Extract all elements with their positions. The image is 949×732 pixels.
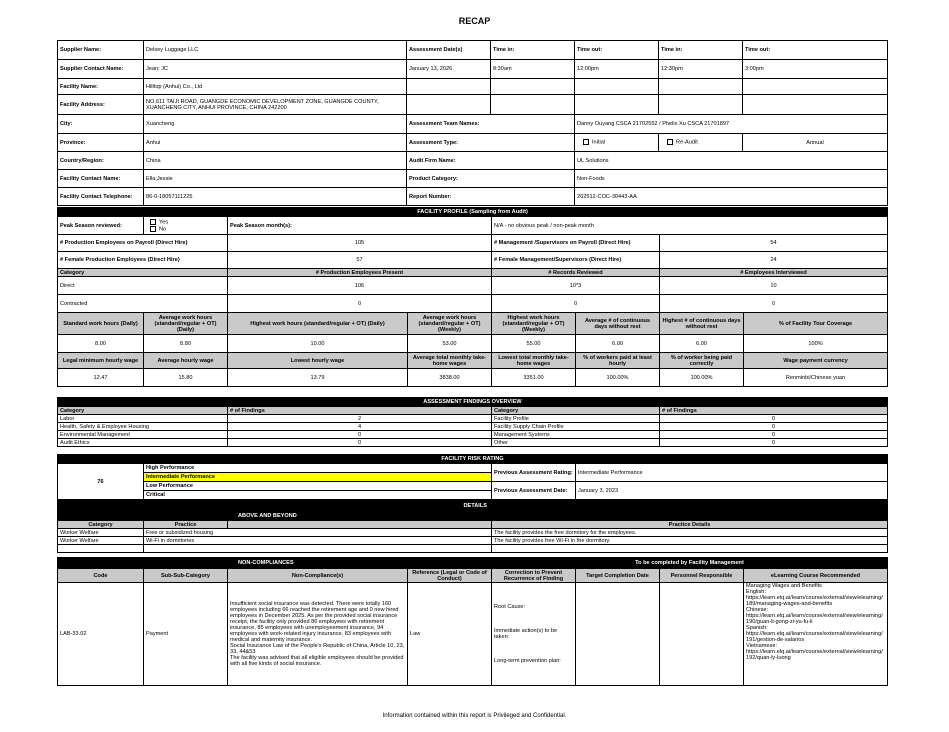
hours-header: Highest # of continuous days without rest [660,313,744,335]
peak-season-label: Peak Season reviewed: [58,217,144,235]
wage-header: Legal minimum hourly wage [58,353,144,369]
finding-category: Facility Profile [492,415,660,423]
nc-subcat: Payment [144,583,228,686]
page-title: RECAP [458,16,491,26]
confidential-footer: Information contained within this report is Privileged and Confidential. [382,713,567,719]
report-number: 202512-COC-30443-AA [575,188,888,206]
checkbox-icon [583,139,589,145]
type-initial-label: Initial [592,139,606,146]
hours-header: % of Facility Tour Coverage [744,313,888,335]
finding-category: Health, Safety & Employee Housing [58,423,228,431]
table-row [58,439,888,447]
hours-header: Highest work hours (standard/regular + OT) (Daily) [228,313,408,335]
finding-count: 0 [660,415,888,423]
country-label: Country/Region: [58,152,144,170]
audit-firm: UL Solutions [575,152,888,170]
above-beyond-header: ABOVE AND BEYOND [228,512,492,521]
findings-col-category: Category [58,407,228,415]
risk-level-high: High Performance [144,464,492,473]
checkbox-icon [150,226,156,232]
wage-value: 12.47 [58,369,144,387]
facility-name: Hilltop (Anhui) Co., Ltd [144,79,407,95]
finding-count: 0 [228,439,492,447]
team-label: Assessment Team Names: [407,115,575,134]
cat-interviewed: 0 [660,295,888,313]
product-category: Non-Foods [575,170,888,188]
assessment-date: January 13, 2026 [407,60,491,79]
cat-interviewed: 10 [660,277,888,295]
wage-header: Wage payment currency [744,353,888,369]
management-label: # Management /Supervisors on Payroll (Direct Hire) [492,235,660,252]
nc-col-subcat: Sub-Sub-Category [144,569,228,583]
type-reaudit-label: Re-Audit [676,139,698,146]
practice-details: The facility provides the free dormitory for the employees. [492,529,888,537]
table-row [58,583,888,686]
details-col-practice: Practice [144,521,228,529]
time-out-2: 3:00pm [743,60,888,79]
wage-header: Lowest total monthly take-home wages [492,353,576,369]
cat-category: Contracted [58,295,228,313]
noncompliance-header: NON-COMPLIANCES [58,558,408,569]
checkbox-icon [667,139,673,145]
facility-address: NO.611 TAIJI ROAD, GUANGDE ECONOMIC DEVELOPMENT ZONE, GUANGDE COUNTY, XUANCHENG CITY, ANHUI PROVINCE, CHINA 242200 [144,95,407,115]
nc-col-correction: Correction to Prevent Recurrence of Finding [492,569,576,583]
table-row [58,529,888,537]
findings-col-category-2: Category [492,407,660,415]
nc-col-noncompliance: Non-Compliance(s) [228,569,408,583]
risk-rating-table [57,454,888,500]
hours-value: 6.00 [660,335,744,353]
wage-value: 3838.00 [408,369,492,387]
wage-value: 15.80 [144,369,228,387]
practice-name: Wi-Fi in dormitories [144,537,492,545]
cat-records: 10*3 [492,277,660,295]
nc-target-date[interactable] [576,583,660,686]
facility-mgmt-header: To be completed by Facility Management [492,558,888,569]
time-in-label-2: Time in: [659,41,743,60]
wage-header: Average total monthly take-home wages [408,353,492,369]
production-employees-label: # Production Employees on Payroll (Direct Hire) [58,235,228,252]
hours-value: 6.00 [576,335,660,353]
practice-category: Worker Welfare [58,529,144,537]
hours-value: 53.00 [408,335,492,353]
finding-count: 4 [228,423,492,431]
facility-profile-header: FACILITY PROFILE (Sampling from Audit) [58,208,888,217]
prev-date-label: Previous Assessment Date: [492,482,576,500]
nc-elearning: Managing Wages and Benefits English: https://learn.elq.ai/learn/course/external/view/elearning/189/managing-wages-and-benefits Chinese: https://learn.elq.ai/learn/course/external/view/elearning/190/guan-li-gong-zi-yu-fu-li Spanish: https://learn.elq.ai/learn/course/external/view/elearning/191/gestion-de-salarios Vietnamese: https://learn.elq.ai/learn/course/external/view/elearning/192/quan-ly-luong [744,583,888,686]
assessment-dates-label: Assessment Date(s) [407,41,491,60]
management: 54 [660,235,888,252]
table-row [58,537,888,545]
wage-value: 13.79 [228,369,408,387]
risk-header: FACILITY RISK RATING [58,455,888,464]
type-reaudit-checkbox[interactable] [659,134,743,152]
time-out-label-2: Time out: [743,41,888,60]
type-initial-checkbox[interactable] [575,134,659,152]
time-in-1: 8:30am [491,60,575,79]
wage-header: Average hourly wage [144,353,228,369]
nc-text: Insufficient social insurance was detected. There were totally 160 employees including 66 reached the retirement age and 0 new hired employees in December 2025. As per the provided social insurance receipt, the facility only provided 86 employees with retirement insurance, 85 employees with unemployeement insurance, 94 employees with work-related injury insurance, 83 employees with medical and maternity insurance. Social Insurance Law of the People's Republic of China, Article 10, 23, 33, 44&53 The facility was advised that all eligible employees should be provided with all five kinds of social insurance. [228,583,408,686]
hours-header: Highest work hours (standard/regular + OT) (Weekly) [492,313,576,335]
audit-firm-label: Audit Firm Name: [407,152,575,170]
cat-header-records: # Records Reviewed [492,269,660,277]
finding-category: Labor [58,415,228,423]
nc-col-code: Code [58,569,144,583]
practice-name: Free or subsidized housing [144,529,492,537]
peak-season-options [144,217,228,235]
finding-count: 0 [660,439,888,447]
cat-present: 0 [228,295,492,313]
nc-personnel[interactable] [660,583,744,686]
female-employees-label: # Female Production Employees (Direct Hire) [58,252,228,269]
hours-header: Average work hours (standard/regular + OT) (Daily) [144,313,228,335]
risk-level-intermediate: Intermediate Performance [144,473,492,482]
details-header: DETAILS [58,501,888,512]
finding-category: Audit Ethics [58,439,228,447]
facility-profile-table [57,207,888,387]
cat-header-interviewed: # Employees Interviewed [660,269,888,277]
practice-details: The facility provides free Wi-Fi in the dormitory. [492,537,888,545]
hours-value: 10.00 [228,335,408,353]
table-row [58,423,888,431]
details-col-category: Category [58,521,144,529]
finding-category: Management Systems [492,431,660,439]
city: Xuancheng [144,115,407,134]
nc-code: LAB-33.02 [58,583,144,686]
finding-count: 0 [228,431,492,439]
risk-level-low: Low Performance [144,482,492,491]
wage-value: Renminbi/Chinese yuan [744,369,888,387]
cat-header-present: # Production Employees Present [228,269,492,277]
time-in-label-1: Time in: [491,41,575,60]
wage-header: Lowest hourly wage [228,353,408,369]
finding-category: Environmental Management [58,431,228,439]
facility-contact: Ella;Jessie [144,170,407,188]
time-in-2: 12:30pm [659,60,743,79]
wage-value: 3351.00 [492,369,576,387]
facility-name-label: Facility Name: [58,79,144,95]
supplier-contact: Jean; JC [144,60,407,79]
wage-header: % of worker being paid correctly [660,353,744,369]
hours-header: Average work hours (standard/regular + OT) (Weekly) [408,313,492,335]
findings-col-count: # of Findings [228,407,492,415]
prev-rating-label: Previous Assessment Rating: [492,464,576,482]
facility-phone-label: Facility Contact Telephone: [58,188,144,206]
supplier-name: Delsey Luggage LLC [144,41,407,60]
supplier-contact-label: Supplier Contact Name: [58,60,144,79]
wage-value: 100.00% [660,369,744,387]
facility-phone: 86-0-18057111225 [144,188,407,206]
cat-category: Direct [58,277,228,295]
facility-contact-label: Facility Contact Name: [58,170,144,188]
hours-header: Standard work hours (Daily) [58,313,144,335]
recap-info-table [57,40,888,206]
nc-correction [492,583,576,686]
wage-value: 100.00% [576,369,660,387]
female-management-label: # Female Management/Supervisors (Direct Hire) [492,252,660,269]
longterm-plan-label: Long-term prevention plan: [494,658,561,664]
city-label: City: [58,115,144,134]
prev-rating: Intermediate Performance [576,464,888,482]
hours-value: 55.00 [492,335,576,353]
peak-months-label: Peak Season month(s): [228,217,492,235]
cat-header-category: Category [58,269,228,277]
table-row [58,431,888,439]
practice-category: Worker Welfare [58,537,144,545]
nc-col-personnel: Personnel Responsible [660,569,744,583]
peak-months: N/A - no obvious peak / non-peak month [492,217,888,235]
nc-col-elearning: eLearning Course Recommended [744,569,888,583]
nc-reference: Law [408,583,492,686]
findings-table [57,397,888,447]
table-row [58,415,888,423]
noncompliance-table [57,557,888,686]
female-management: 24 [660,252,888,269]
nc-col-target-date: Target Completion Date [576,569,660,583]
province-label: Province: [58,134,144,152]
product-category-label: Product Category: [407,170,575,188]
prev-date: January 3, 2023 [576,482,888,500]
supplier-name-label: Supplier Name: [58,41,144,60]
findings-header: ASSESSMENT FINDINGS OVERVIEW [58,398,888,407]
wage-header: % of workers paid at least hourly [576,353,660,369]
province: Anhui [144,134,407,152]
female-employees: 57 [228,252,492,269]
time-out-label-1: Time out: [575,41,659,60]
table-row [58,277,888,295]
cat-records: 0 [492,295,660,313]
finding-category: Other [492,439,660,447]
root-cause-label: Root Cause: [494,604,526,610]
risk-level-critical: Critical [144,491,492,500]
peak-no-checkbox[interactable] [150,226,225,232]
facility-address-label: Facility Address: [58,95,144,115]
finding-count: 0 [660,431,888,439]
finding-category: Facility Supply Chain Profile [492,423,660,431]
details-col-practice-details: Practice Details [492,521,888,529]
type-annual: Annual [743,134,888,152]
assessment-type-label: Assessment Type: [407,134,575,152]
peak-no-label: No [159,225,167,232]
hours-value: 8.00 [58,335,144,353]
report-number-label: Report Number: [407,188,575,206]
time-out-1: 12:00pm [575,60,659,79]
finding-count: 0 [660,423,888,431]
peak-yes-label: Yes [159,219,169,226]
immediate-action-label: Immediate action(s) to be taken: [494,628,558,640]
hours-header: Average # of continuous days without rest [576,313,660,335]
hours-value: 8.80 [144,335,228,353]
team-names: Danny Ouyang CSCA 21702552 / Phelix Xu CSCA 21701897 [575,115,888,134]
finding-count: 2 [228,415,492,423]
checkbox-icon [150,219,156,225]
risk-score: 76 [58,464,144,500]
table-row [58,295,888,313]
nc-col-reference: Reference (Legal or Code of Conduct) [408,569,492,583]
details-table [57,500,888,553]
findings-col-count-2: # of Findings [660,407,888,415]
country: China [144,152,407,170]
cat-present: 106 [228,277,492,295]
production-employees: 105 [228,235,492,252]
hours-value: 100% [744,335,888,353]
